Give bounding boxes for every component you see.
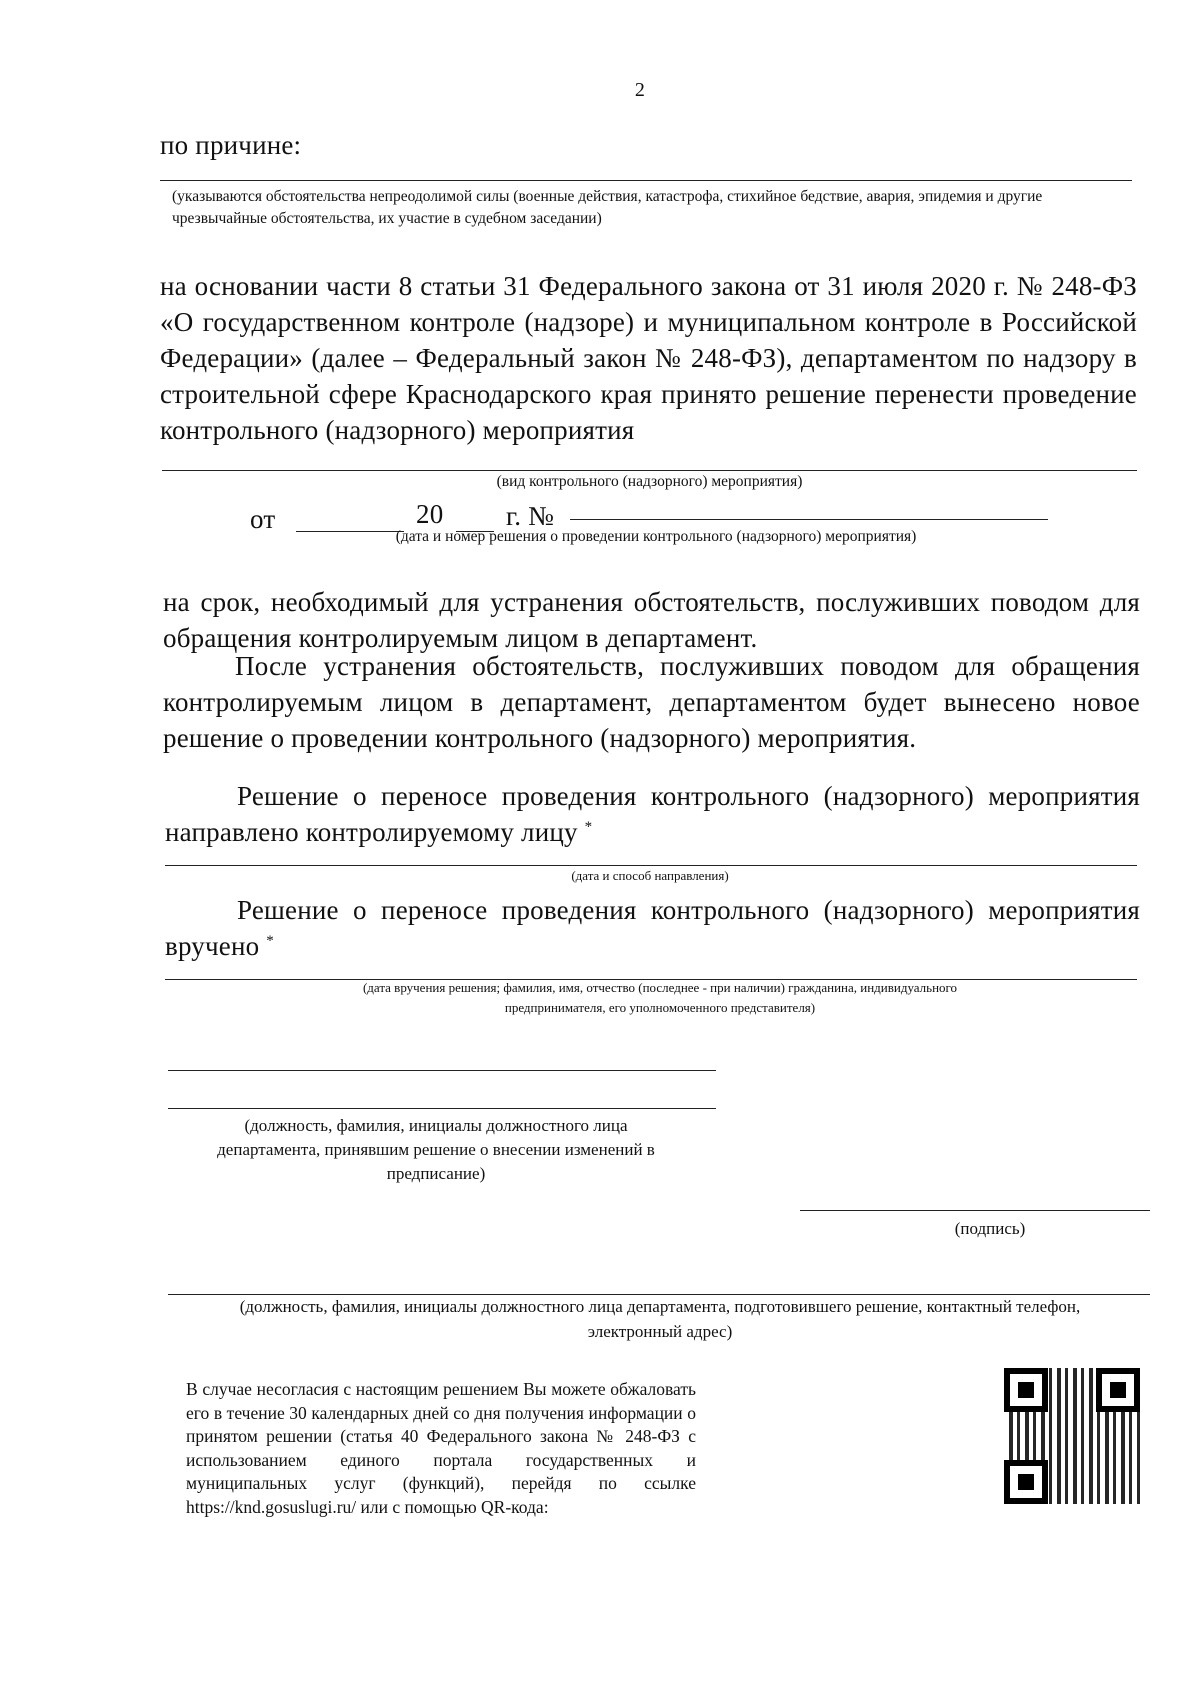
sent-mark: * (584, 819, 593, 835)
official-line-1 (168, 1070, 716, 1071)
page-number: 2 (634, 79, 646, 101)
qr-finder-top-left (1004, 1368, 1048, 1412)
after-paragraph: После устранения обстоятельств, послуживших поводом для обращения контролируемым лицом в департамент, департаментом будет вынесено новое решение о проведении контрольного (надзорного) мероприятия. (163, 651, 1140, 753)
date-caption: (дата и номер решения о проведении контрольного (надзорного) мероприятия) (395, 528, 917, 545)
delivered-caption: (дата вручения решения; фамилия, имя, отчество (последнее - при наличии) гражданина, индивидуального предпринимателя, его уполномоченного представителя) (362, 980, 958, 1015)
delivered-paragraph (165, 892, 1140, 964)
reason-line (160, 180, 1132, 181)
qr-finder-top-right (1096, 1368, 1140, 1412)
reason-label: по причине: (160, 130, 302, 160)
official-line-2 (168, 1108, 716, 1109)
delivered-paragraph-text: Решение о переносе проведения контрольного (надзорного) мероприятия вручено (165, 895, 1140, 961)
signature-line (800, 1210, 1150, 1211)
sent-caption: (дата и способ направления) (571, 868, 729, 883)
qr-code-icon (1004, 1368, 1140, 1504)
appeal-notice: В случае несогласия с настоящим решением Вы можете обжаловать его в течение 30 календарных дней со дня получения информации о принятом решении (статья 40 Федерального закона № 248-ФЗ с использованием единого портала государственных и муниципальных услуг (функций), перейдя по ссылке https://knd.gosuslugi.ru/ или с помощью QR-кода: (186, 1379, 696, 1517)
decision-number-line (570, 519, 1048, 520)
sent-paragraph (165, 778, 1140, 850)
basis-paragraph: на основании части 8 статьи 31 Федерального закона от 31 июля 2020 г. № 248-ФЗ «О государственном контроле (надзоре) и муниципальном контроле в Российской Федерации» (далее – Федеральный закон № 248-ФЗ), департаментом по надзору в строительной сфере Краснодарского края принято решение перенести проведение контрольного (надзорного) мероприятия (160, 271, 1137, 445)
sent-paragraph-text: Решение о переносе проведения контрольного (надзорного) мероприятия направлено контролируемому лицу (165, 781, 1140, 847)
date-year-prefix: 20 (416, 499, 444, 529)
delivered-mark: * (266, 933, 274, 949)
official-caption: (должность, фамилия, инициалы должностного лица департамента, принявшим решение о внесении изменений в предписание) (217, 1116, 655, 1183)
signature-caption: (подпись) (954, 1219, 1026, 1238)
term-paragraph: на срок, необходимый для устранения обстоятельств, послуживших поводом для обращения контролируемым лицом в департамент. (163, 587, 1140, 653)
reason-caption: (указываются обстоятельства непреодолимой силы (военные действия, катастрофа, стихийное бедствие, авария, эпидемия и другие чрезвычайные обстоятельства, их участие в судебном заседании) (172, 188, 1043, 227)
preparer-caption: (должность, фамилия, инициалы должностного лица департамента, подготовившего решение, контактный телефон, электронный адрес) (239, 1297, 1081, 1341)
event-type-caption: (вид контрольного (надзорного) мероприятия) (496, 473, 803, 490)
date-year-suffix: г. № (506, 501, 555, 531)
date-from-label: от (250, 504, 276, 534)
qr-finder-bottom-left (1004, 1460, 1048, 1504)
